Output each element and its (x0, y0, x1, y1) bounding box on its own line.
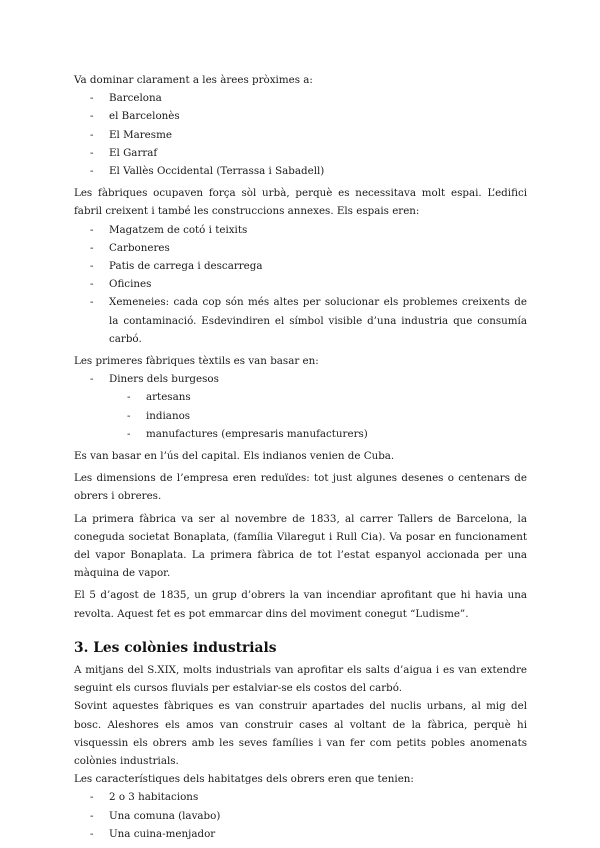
list-item: - Magatzem de cotó i teixits (74, 221, 527, 239)
espais-list (74, 221, 527, 348)
capital-paragraph: Es van basar en l’ús del capital. Els indianos venien de Cuba. (74, 450, 395, 463)
document-body (74, 71, 527, 843)
colonies-paragraph-3: Les característiques dels habitatges dels obrers eren que tenien: (74, 773, 414, 786)
list-item: - Oficines (74, 275, 527, 293)
list-item: - Barcelona (74, 89, 527, 107)
fabriques-paragraph: Les fàbriques ocupaven força sòl urbà, perquè es necessitava molt espai. L’edifici fabril creixent i també les construccions annexes. Els espais eren: (74, 187, 527, 218)
colonies-paragraph-1: A mitjans del S.XIX, molts industrials van aprofitar els salts d’aigua i es van extendre seguint els cursos fluvials per estalviar-se els costos del carbó. (74, 663, 527, 695)
ludisme-paragraph: El 5 d’agost de 1835, un grup d’obrers la van incendiar aprofitant que hi havia una revolta. Aquest fet es pot emmarcar dins del moviment conegut “Ludisme”. (74, 589, 527, 620)
section-heading: 3. Les colònies industrials (74, 639, 277, 656)
diners-sublist (74, 388, 527, 443)
list-item: - Diners dels burgesos (74, 370, 527, 388)
list-item: - El Garraf (74, 144, 527, 162)
list-item: - Patis de carrega i descarrega (74, 257, 527, 275)
list-item: - manufactures (empresaris manufacturers) (74, 425, 527, 443)
list-item: - El Maresme (74, 126, 527, 144)
list-item: - Carboneres (74, 239, 527, 257)
list-item: - artesans (74, 388, 527, 406)
dimensions-paragraph: Les dimensions de l’empresa eren reduïdes: tot just algunes desenes o centenars de obrers i obreres. (74, 472, 527, 503)
list-item: - indianos (74, 407, 527, 425)
list-item: - Una cuina-menjador (74, 825, 527, 843)
list-item: - El Vallès Occidental (Terrassa i Sabadell) (74, 162, 527, 180)
list-item: - Una comuna (lavabo) (74, 807, 527, 825)
list-item: - Xemeneies: cada cop són més altes per solucionar els problemes creixents de la contaminació. Esdevindiren el símbol visible d’una industria que consumía carbó. (74, 293, 527, 348)
list-item: - el Barcelonès (74, 107, 527, 125)
colonies-paragraph-2: Sovint aquestes fàbriques es van construir apartades del nuclis urbans, al mig del bosc. Aleshores els amos van construir cases al voltant de la fàbrica, perquè hi visquessin els obrers amb les seves famílies i van fer com petits pobles anomenats colònies industrials. (74, 700, 527, 767)
bonaplata-paragraph: La primera fàbrica va ser al novembre de 1833, al carrer Tallers de Barcelona, la coneguda societat Bonaplata, (família Vilaregut i Rull Cia). Va posar en funcionament del vapor Bonaplata. La primera fàbrica de tot l’estat espanyol accionada per una màquina de vapor. (74, 512, 527, 580)
intro-paragraph: Va dominar clarament a les àrees pròximes a: (74, 74, 313, 86)
primeres-paragraph: Les primeres fàbriques tèxtils es van basar en: (74, 355, 319, 368)
diners-list (74, 370, 527, 388)
list-item: - 2 o 3 habitacions (74, 788, 527, 806)
areas-list (74, 89, 527, 180)
habitatges-list (74, 788, 527, 843)
